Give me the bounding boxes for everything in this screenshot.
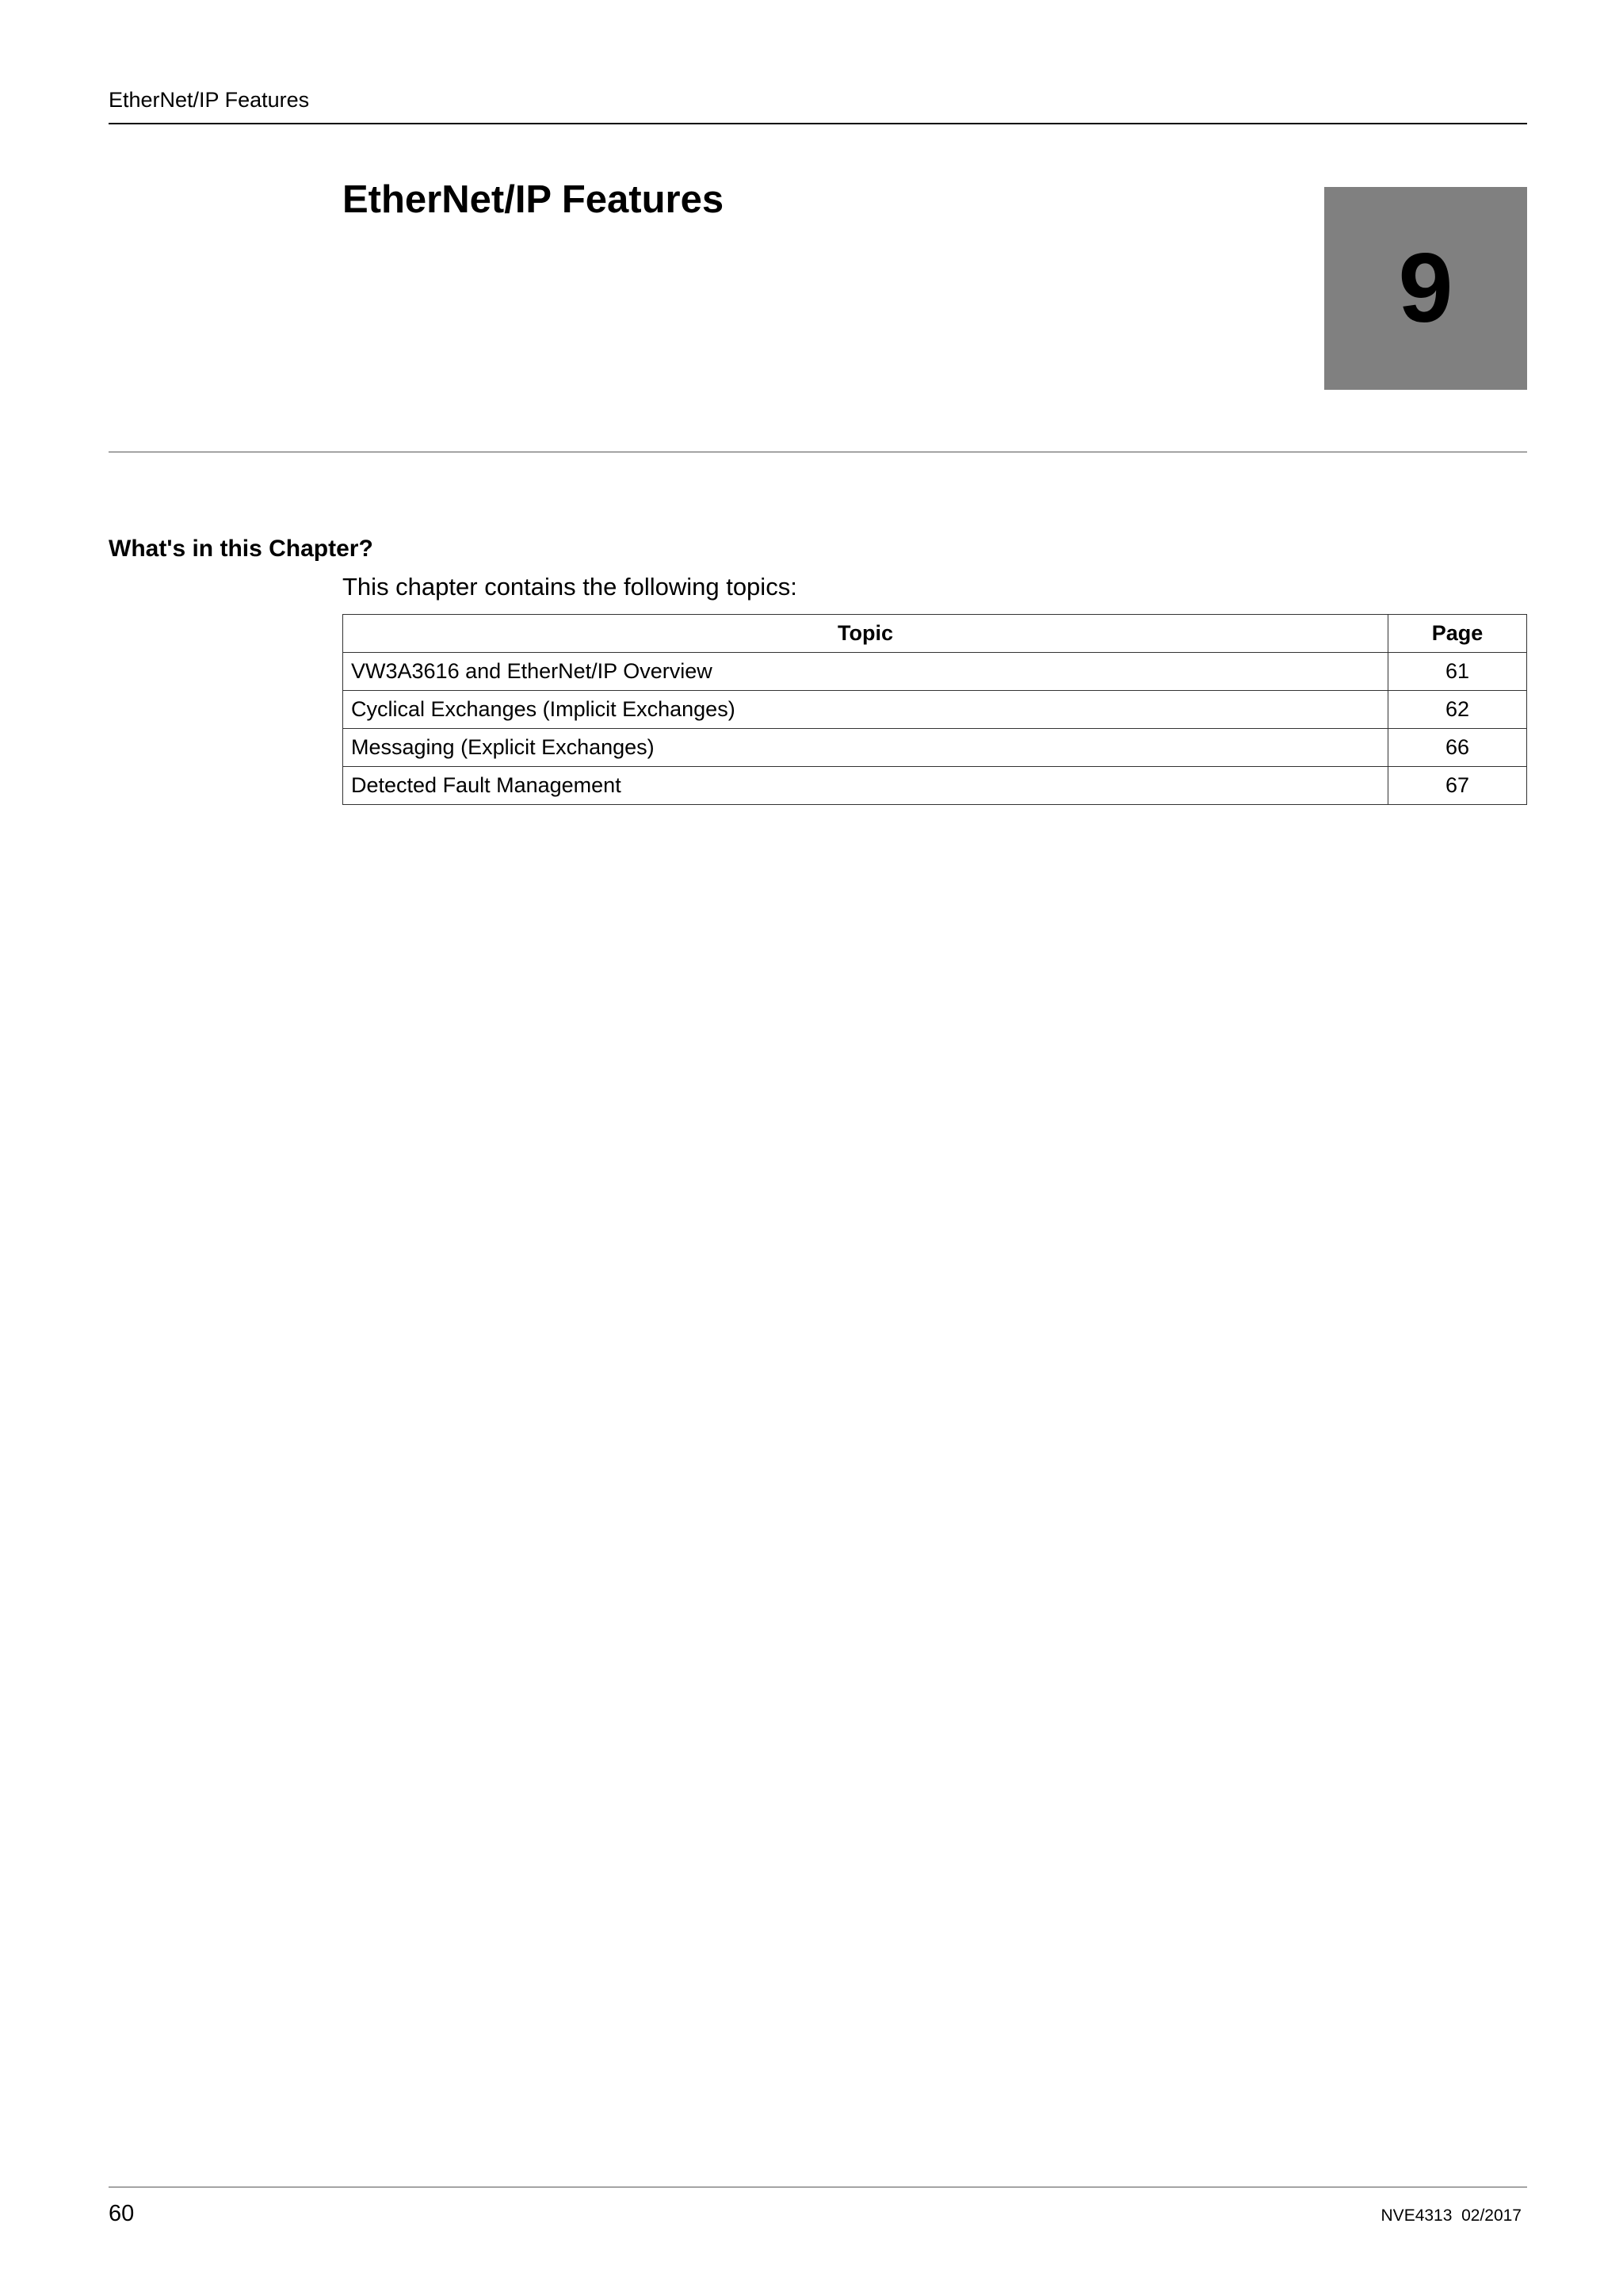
page-column-header: Page	[1388, 615, 1527, 653]
chapter-number-box	[1324, 187, 1527, 390]
section-heading: What's in this Chapter?	[109, 536, 373, 562]
page-number: 60	[109, 2201, 135, 2226]
table-row	[343, 691, 1527, 729]
table-row	[343, 653, 1527, 691]
topic-link[interactable]: Detected Fault Management	[343, 767, 1388, 805]
table-row	[343, 767, 1527, 805]
page-link[interactable]: 67	[1388, 767, 1527, 805]
topic-link[interactable]: VW3A3616 and EtherNet/IP Overview	[343, 653, 1388, 691]
page-link[interactable]: 66	[1388, 729, 1527, 767]
chapter-title: EtherNet/IP Features	[342, 178, 724, 221]
topic-column-header: Topic	[343, 615, 1388, 653]
running-header: EtherNet/IP Features	[109, 88, 310, 112]
topic-link[interactable]: Cyclical Exchanges (Implicit Exchanges)	[343, 691, 1388, 729]
page-link[interactable]: 62	[1388, 691, 1527, 729]
topic-link[interactable]: Messaging (Explicit Exchanges)	[343, 729, 1388, 767]
header-rule	[109, 123, 1527, 124]
intro-text: This chapter contains the following topics:	[342, 573, 797, 601]
chapter-number: 9	[1398, 234, 1453, 343]
table-row	[343, 729, 1527, 767]
document-reference: NVE4313 02/2017	[1381, 2206, 1522, 2225]
page-link[interactable]: 61	[1388, 653, 1527, 691]
table-header-row	[343, 615, 1527, 653]
topics-table	[342, 614, 1527, 805]
